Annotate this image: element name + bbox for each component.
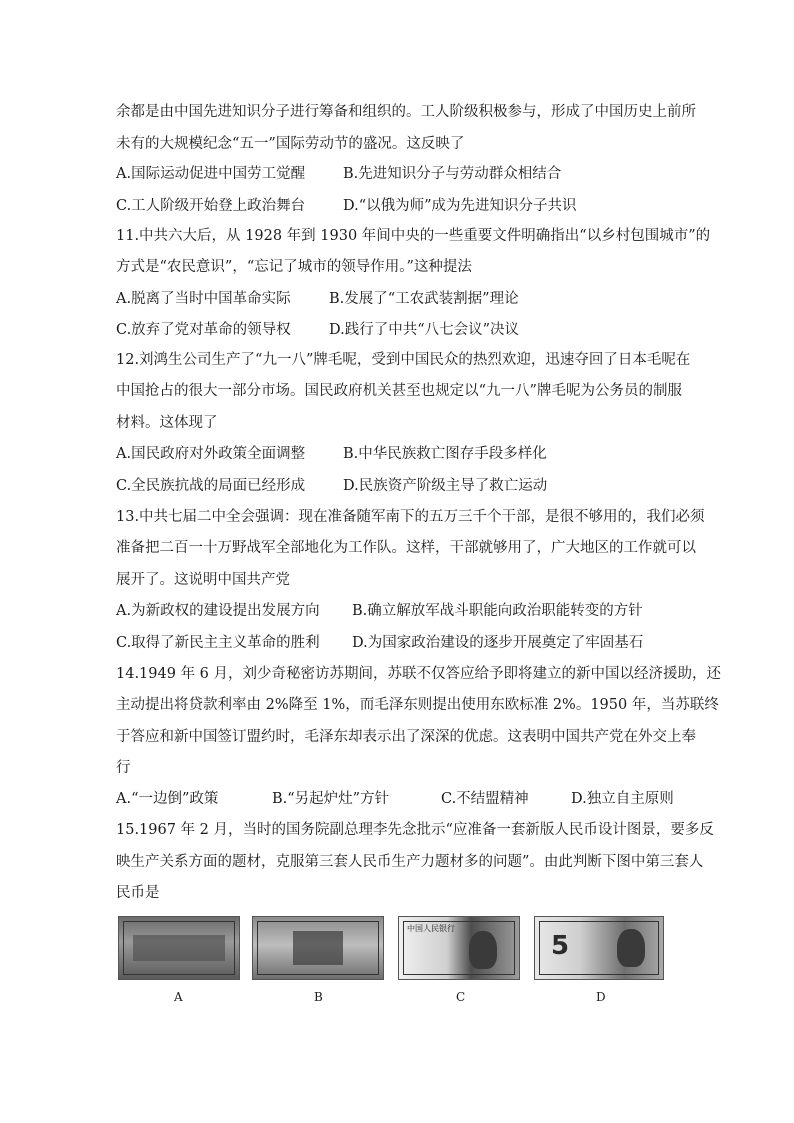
- q11-stem-line-2: 方式是“农民意识”，“忘记了城市的领导作用。”这种提法: [116, 259, 472, 275]
- q14-option-a: A.“一边倒”政策: [116, 791, 219, 807]
- q11-option-b: B.发展了“工农武装割据”理论: [329, 291, 519, 307]
- banknote-d-number: 5: [551, 931, 570, 961]
- q12-option-c: C.全民族抗战的局面已经形成: [116, 478, 306, 494]
- q12-option-a: A.国民政府对外政策全面调整: [116, 446, 306, 462]
- q10-option-a: A.国际运动促进中国劳工觉醒: [116, 166, 306, 182]
- caption-a: A: [174, 990, 183, 1004]
- q12-stem-line-1: 12.刘鸿生公司生产了“九一八”牌毛呢，受到中国民众的热烈欢迎，迅速夺回了日本毛呢在: [116, 352, 691, 368]
- banknote-c-image: [398, 916, 520, 980]
- caption-d: D: [596, 990, 606, 1004]
- q14-stem-line-2: 主动提出将贷款利率由 2%降至 1%，而毛泽东则提出使用东欧标准 2%。1950 年，当苏联终: [116, 697, 719, 713]
- portrait-icon: [469, 931, 497, 969]
- q12-option-d: D.民族资产阶级主导了救亡运动: [343, 478, 548, 494]
- banknote-a-image: [118, 916, 240, 980]
- q13-option-d: D.为国家政治建设的逐步开展奠定了牢固基石: [352, 635, 644, 651]
- q13-stem-line-1: 13.中共七届二中全会强调：现在准备随军南下的五万三千个干部，是很不够用的，我们必须: [116, 509, 705, 525]
- q14-option-c: C.不结盟精神: [441, 791, 529, 807]
- q14-stem-line-1: 14.1949 年 6 月，刘少奇秘密访苏期间，苏联不仅答应给予即将建立的新中国以经济援助，还: [116, 666, 722, 682]
- q11-option-d: D.践行了中共“八七会议”决议: [329, 322, 520, 338]
- banknote-d-image: [534, 916, 664, 980]
- q14-option-b: B.“另起炉灶”方针: [272, 791, 390, 807]
- q14-option-d: D.独立自主原则: [571, 791, 674, 807]
- q10-option-b: B.先进知识分子与劳动群众相结合: [343, 166, 562, 182]
- banknote-figure: [116, 916, 676, 986]
- q15-stem-line-3: 民币是: [116, 885, 160, 901]
- q11-option-c: C.放弃了党对革命的领导权: [116, 322, 291, 338]
- q15-stem-line-2: 映生产关系方面的题材，克服第三套人民币生产力题材多的问题”。由此判断下图中第三套人: [116, 854, 704, 870]
- q11-stem-line-1: 11.中共六大后，从 1928 年到 1930 年间中央的一些重要文件明确指出“以乡村包围城市”的: [116, 228, 711, 244]
- banknote-b-image: [252, 916, 384, 980]
- q14-stem-line-3: 于答应和新中国签订盟约时，毛泽东却表示出了深深的优虑。这表明中国共产党在外交上奉: [116, 729, 696, 745]
- banknote-c-banner: 中国人民银行: [407, 924, 455, 933]
- q14-stem-line-4: 行: [116, 760, 131, 776]
- q12-stem-line-3: 材料。这体现了: [116, 415, 218, 431]
- q13-option-a: A.为新政权的建设提出发展方向: [116, 603, 320, 619]
- q11-option-a: A.脱离了当时中国革命实际: [116, 291, 291, 307]
- q10-stem-line-2: 未有的大规模纪念“五一”国际劳动节的盛况。这反映了: [116, 136, 465, 152]
- q13-stem-line-3: 展开了。这说明中国共产党: [116, 572, 290, 588]
- q12-option-b: B.中华民族救亡图存手段多样化: [343, 446, 547, 462]
- q13-option-b: B.确立解放军战斗职能向政治职能转变的方针: [352, 603, 643, 619]
- caption-c: C: [456, 990, 466, 1004]
- q15-stem-line-1: 15.1967 年 2 月，当时的国务院副总理李先念批示“应准备一套新版人民币设计图景，要多反: [116, 822, 714, 838]
- portrait-icon: [617, 929, 645, 967]
- q13-stem-line-2: 准备把二百一十万野战军全部地化为工作队。这样，干部就够用了，广大地区的工作就可以: [116, 540, 696, 556]
- q10-option-c: C.工人阶级开始登上政治舞台: [116, 198, 306, 214]
- q12-stem-line-2: 中国抢占的很大一部分市场。国民政府机关甚至也规定以“九一八”牌毛呢为公务员的制服: [116, 383, 682, 399]
- caption-b: B: [314, 990, 323, 1004]
- q10-stem-line-1: 余都是由中国先进知识分子进行筹备和组织的。工人阶级积极参与，形成了中国历史上前所: [116, 104, 696, 120]
- q13-option-c: C.取得了新民主主义革命的胜利: [116, 635, 320, 651]
- q10-option-d: D.“以俄为师”成为先进知识分子共识: [343, 198, 577, 214]
